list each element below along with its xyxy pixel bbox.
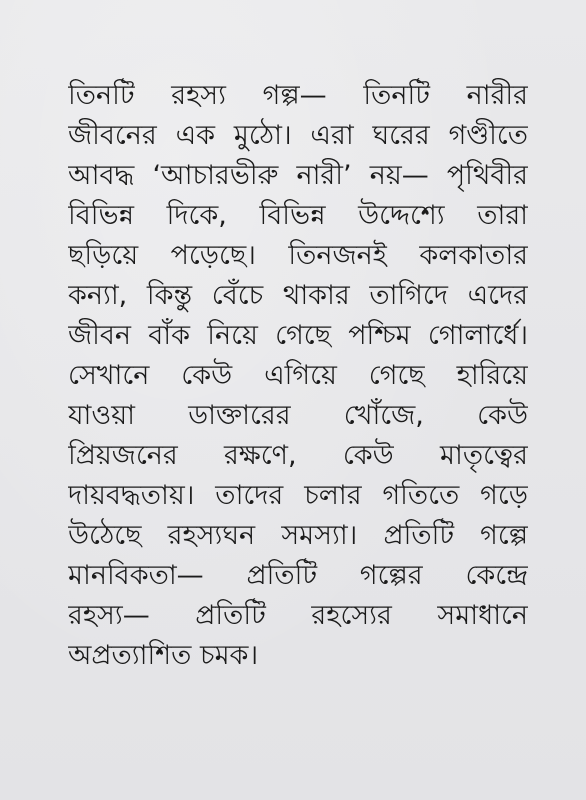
blurb-line-6: কন্যা, কিন্তু বেঁচে থাকার তাগিদে এদের (68, 280, 528, 311)
blurb-line-15: অপ্রত্যাশিত চমক। (68, 640, 259, 671)
blurb-line-4: বিভিন্ন দিকে, বিভিন্ন উদ্দেশ্যে তারা (68, 200, 528, 231)
blurb-line-13: মানবিকতা— প্রতিটি গল্পের কেন্দ্রে (68, 560, 528, 591)
blurb-line-9: যাওয়া ডাক্তারের খোঁজে, কেউ (68, 400, 528, 431)
blurb-line-8: সেখানে কেউ এগিয়ে গেছে হারিয়ে (68, 360, 528, 391)
blurb-paragraph (68, 76, 528, 676)
blurb-line-1: তিনটি রহস্য গল্প— তিনটি নারীর (68, 80, 528, 111)
blurb-line-11: দায়বদ্ধতায়। তাদের চলার গতিতে গড়ে (68, 480, 528, 511)
blurb-line-5: ছড়িয়ে পড়েছে। তিনজনই কলকাতার (68, 240, 528, 271)
blurb-line-2: জীবনের এক মুঠো। এরা ঘরের গণ্ডীতে (68, 120, 528, 151)
blurb-line-14: রহস্য— প্রতিটি রহস্যের সমাধানে (68, 600, 528, 631)
blurb-line-3: আবদ্ধ ‘আচারভীরু নারী’ নয়— পৃথিবীর (68, 160, 528, 191)
blurb-line-7: জীবন বাঁক নিয়ে গেছে পশ্চিম গোলার্ধে। (68, 320, 528, 351)
blurb-line-10: প্রিয়জনের রক্ষণে, কেউ মাতৃত্বের (68, 440, 528, 471)
blurb-line-12: উঠেছে রহস্যঘন সমস্যা। প্রতিটি গল্পে (68, 520, 528, 551)
